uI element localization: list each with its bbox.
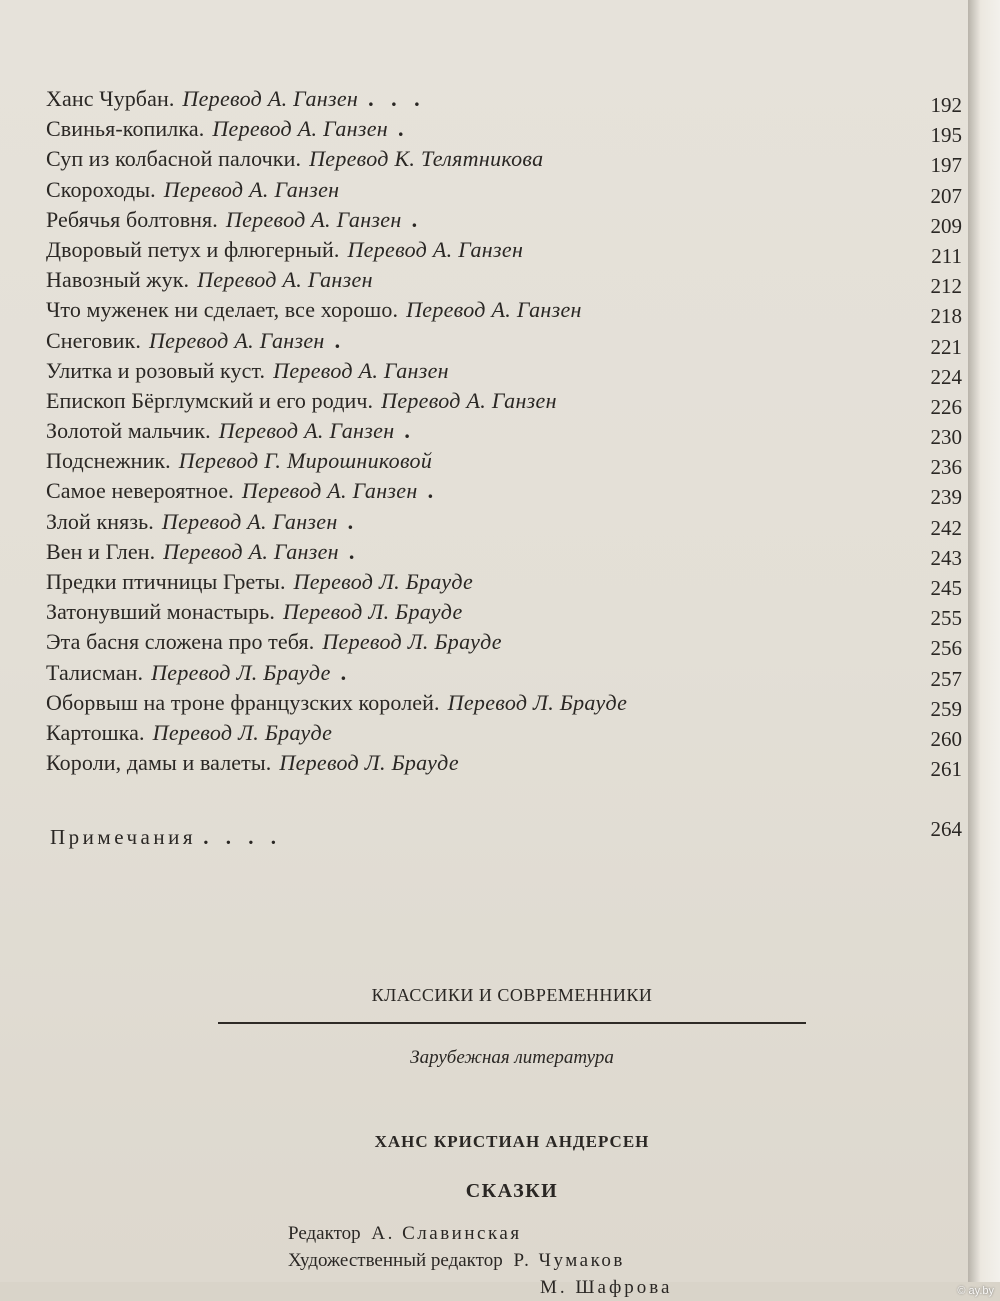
table-of-contents (46, 84, 966, 782)
toc-entry (46, 567, 966, 600)
toc-entry-translator: Перевод Л. Брауде (293, 569, 474, 594)
toc-entry-translator: Перевод А. Ганзен (161, 508, 338, 534)
credit-role: Художественный редактор (288, 1250, 503, 1271)
toc-entry-page: 207 (930, 183, 962, 208)
toc-entry-page: 209 (930, 213, 962, 238)
book-title: СКАЗКИ (465, 1180, 559, 1202)
credit-role: Редактор (288, 1223, 361, 1244)
toc-entry-title: Навозный жук. (46, 267, 190, 293)
book-author: ХАНС КРИСТИАН АНДЕРСЕН (374, 1132, 650, 1151)
toc-entry (46, 416, 966, 450)
toc-entry-page: 257 (930, 666, 962, 691)
toc-entry-translator: Перевод А. Ганзен (273, 357, 449, 383)
toc-entry (46, 356, 966, 389)
toc-entry-page: 212 (930, 274, 962, 299)
toc-entry-title: Что муженек ни сделает, все хорошо. (46, 297, 399, 323)
toc-entry (46, 205, 966, 238)
toc-entry (46, 507, 966, 540)
toc-entry-page: 239 (930, 485, 962, 510)
toc-entry-title: Ханс Чурбан. (46, 86, 175, 111)
toc-entry-translator: Перевод А. Ганзен (241, 478, 418, 504)
toc-entry-title: Золотой мальчик. (46, 418, 211, 444)
toc-entry-title: Снеговик. (46, 327, 141, 353)
toc-entry-translator: Перевод Г. Мирошниковой (178, 448, 433, 474)
toc-entry-page: 221 (930, 334, 962, 359)
toc-entry-title: Картошка. (46, 719, 145, 745)
credits-block (288, 1220, 808, 1301)
toc-dot-leader: . (334, 327, 347, 353)
toc-entry-translator: Перевод Л. Брауде (322, 629, 502, 655)
notes-label: Примечания (50, 825, 197, 849)
toc-entry (46, 748, 966, 782)
series-title: КЛАССИКИ И СОВРЕМЕННИКИ (371, 985, 653, 1005)
toc-entry-translator: Перевод А. Ганзен (197, 267, 373, 293)
divider-rule (218, 1022, 806, 1024)
notes-page-number: 264 (930, 817, 962, 841)
toc-entry-translator: Перевод Л. Брауде (282, 599, 463, 625)
toc-entry-page: 195 (930, 123, 962, 148)
toc-entry-page: 243 (930, 545, 962, 570)
toc-entry-translator: Перевод А. Ганзен (212, 116, 389, 142)
toc-entry-page: 256 (930, 636, 962, 661)
toc-entry-page: 218 (930, 304, 962, 329)
toc-dot-leader: . (398, 116, 410, 142)
toc-entry-page: 197 (930, 153, 962, 178)
credit-partial-line: М. Шафрова (540, 1277, 673, 1298)
toc-entry-translator: Перевод А. Ганзен (148, 327, 325, 353)
toc-entry (46, 718, 966, 751)
toc-entry-page: 260 (930, 726, 962, 751)
toc-entry (46, 476, 966, 510)
toc-entry (46, 386, 966, 419)
toc-entry (46, 537, 966, 570)
toc-entry-title: Улитка и розовый куст. (46, 357, 266, 383)
toc-entry (46, 446, 966, 480)
toc-entry-title: Вен и Глен. (46, 538, 156, 564)
toc-entry (46, 114, 966, 148)
toc-entry-title: Эта басня сложена про тебя. (46, 629, 315, 655)
toc-entry-title: Ребячья болтовня. (46, 206, 218, 232)
toc-entry-page: 255 (930, 606, 962, 631)
toc-entry-translator: Перевод Л. Брауде (152, 719, 333, 745)
toc-notes-entry (50, 817, 966, 852)
toc-entry-title: Талисман. (46, 659, 144, 685)
toc-dot-leader: . (404, 418, 416, 444)
toc-entry-title: Оборвыш на троне французских королей. (46, 689, 440, 715)
toc-dot-leader: . . . (368, 86, 426, 111)
toc-dot-leader: . (411, 206, 424, 232)
toc-entry-title: Затонувший монастырь. (46, 599, 275, 625)
credit-art-editor (288, 1247, 808, 1274)
series-subtitle: Зарубежная литература (410, 1047, 614, 1068)
toc-entry-page: 230 (930, 425, 962, 450)
watermark: © ay.by (957, 1285, 994, 1297)
toc-entry-translator: Перевод А. Ганзен (163, 176, 340, 202)
toc-entry (46, 627, 966, 661)
toc-entry-page: 261 (930, 757, 962, 782)
toc-entry-translator: Перевод А. Ганзен (218, 418, 395, 444)
toc-entry-page: 245 (930, 576, 962, 600)
toc-entry-page: 224 (930, 364, 962, 389)
credit-name: Р. Чумаков (513, 1250, 625, 1271)
toc-entry-title: Самое невероятное. (46, 478, 234, 504)
toc-entry-title: Злой князь. (46, 508, 154, 534)
toc-entry-translator: Перевод А. Ганзен (182, 86, 359, 111)
toc-entry (46, 295, 966, 329)
toc-entry (46, 235, 966, 268)
toc-entry-page: 236 (930, 455, 962, 480)
toc-entry-title: Предки птичницы Греты. (46, 569, 286, 594)
toc-entry (46, 175, 966, 208)
toc-entry-translator: Перевод К. Телятникова (309, 146, 544, 172)
toc-entry-title: Свинья-копилка. (46, 116, 205, 142)
toc-entry-page: 259 (930, 696, 962, 721)
toc-entry (46, 84, 966, 117)
toc-entry (46, 265, 966, 299)
toc-dot-leader: . (348, 538, 361, 564)
toc-entry-page: 211 (931, 243, 962, 268)
page-edge-shadow (968, 0, 1000, 1282)
toc-entry-translator: Перевод Л. Брауде (447, 689, 628, 715)
toc-entry-title: Скороходы. (46, 176, 156, 202)
toc-entry-translator: Перевод А. Ганзен (406, 297, 582, 323)
toc-entry-translator: Перевод А. Ганзен (347, 236, 524, 262)
toc-entry-page: 192 (930, 93, 962, 117)
toc-entry-translator: Перевод А. Ганзен (225, 206, 402, 232)
toc-entry-page: 226 (930, 394, 962, 419)
toc-entry-translator: Перевод Л. Брауде (151, 659, 331, 685)
toc-entry-title: Дворовый петух и флюгерный. (46, 236, 340, 262)
toc-entry-translator: Перевод А. Ганзен (381, 387, 557, 413)
toc-entry-page: 242 (930, 515, 962, 540)
toc-entry (46, 658, 966, 691)
toc-entry (46, 688, 966, 721)
credit-editor (288, 1220, 808, 1247)
toc-entry-title: Короли, дамы и валеты. (46, 750, 272, 776)
toc-entry-title: Суп из колбасной палочки. (46, 146, 302, 172)
toc-entry (46, 144, 966, 178)
toc-entry-title: Подснежник. (46, 448, 171, 474)
notes-dot-leader: . . . . (203, 825, 283, 849)
toc-dot-leader: . (427, 478, 440, 504)
toc-entry-translator: Перевод Л. Брауде (279, 750, 459, 776)
credit-name: А. Славинская (371, 1223, 522, 1244)
toc-entry (46, 597, 966, 631)
toc-dot-leader: . (347, 508, 360, 534)
toc-entry-translator: Перевод А. Ганзен (163, 538, 339, 564)
toc-entry (46, 326, 966, 359)
toc-dot-leader: . (340, 659, 353, 685)
toc-entry-title: Епископ Бёрглумский и его родич. (46, 387, 374, 413)
